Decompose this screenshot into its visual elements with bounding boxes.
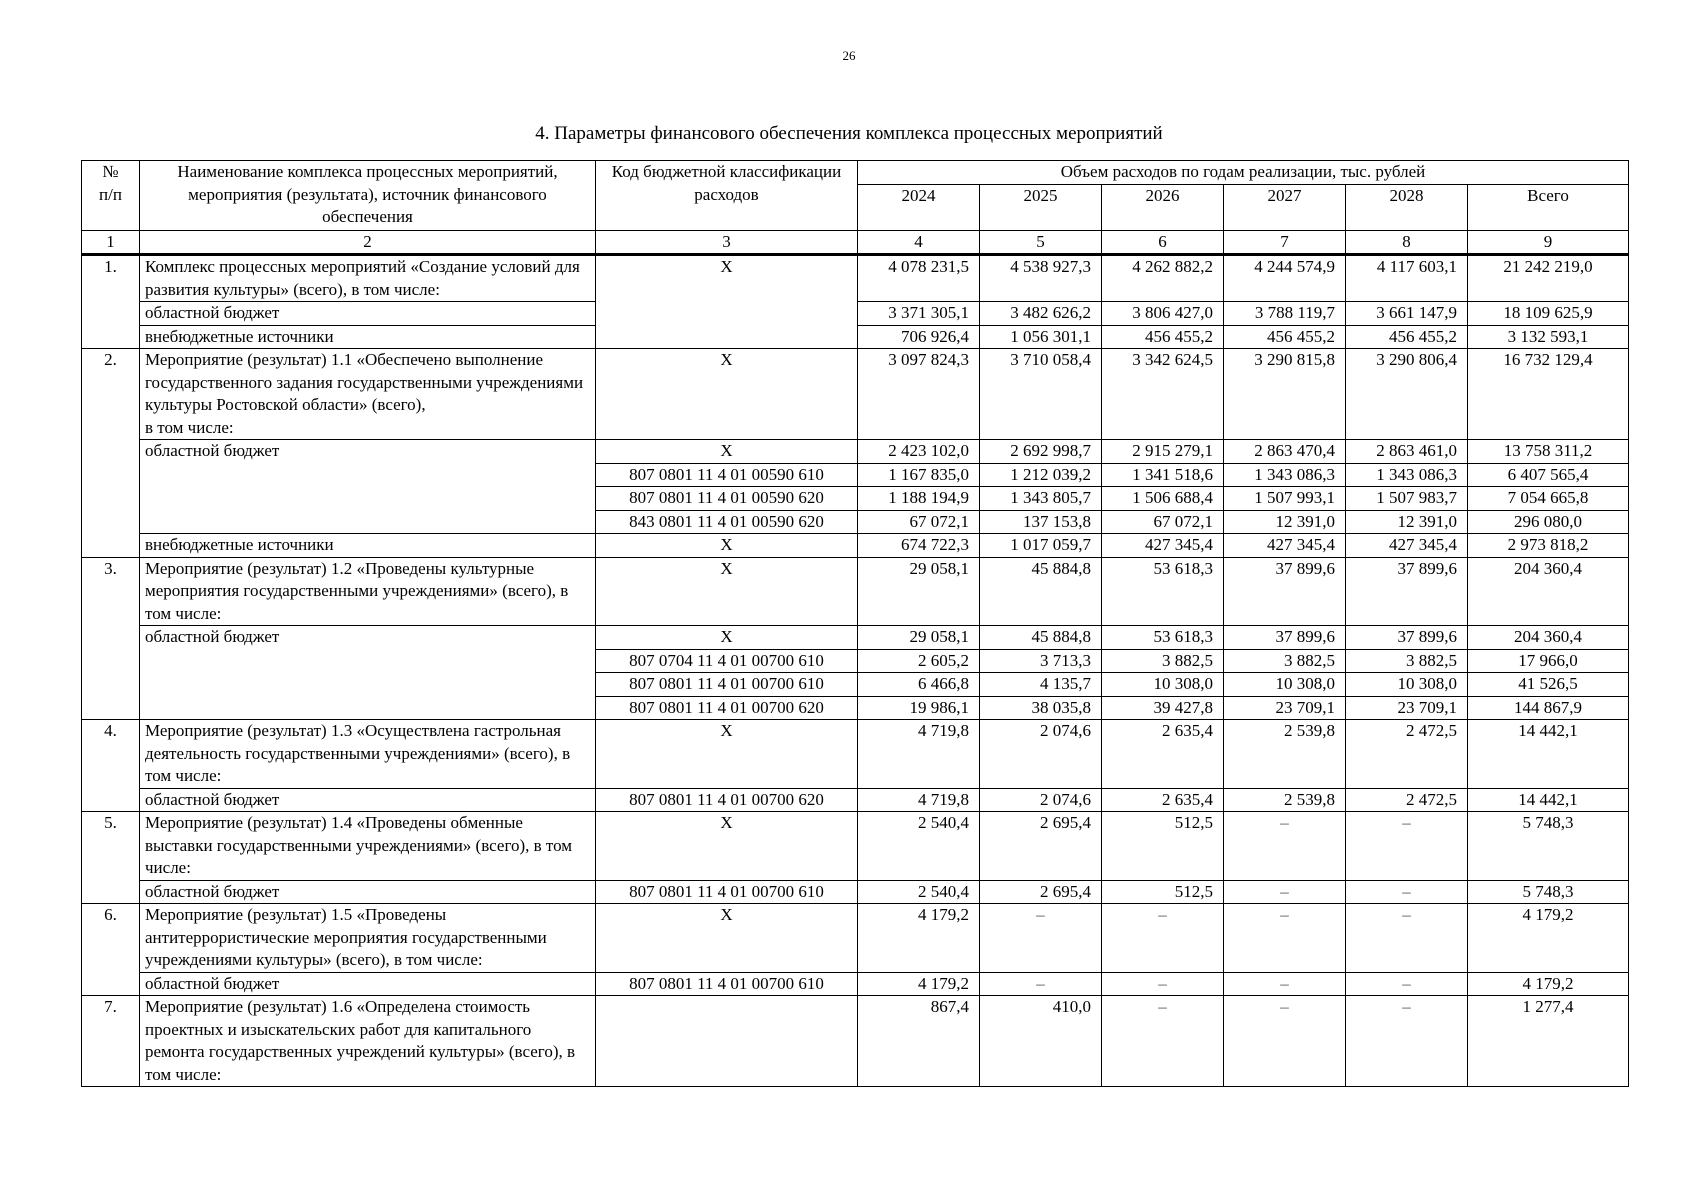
header-year-2024: 2024 [858,184,980,230]
value-2026: 67 072,1 [1102,510,1224,534]
value-2025: 2 074,6 [980,788,1102,812]
value-2028: 37 899,6 [1346,626,1468,650]
header-year-2025: 2025 [980,184,1102,230]
row-code: 807 0801 11 4 01 00700 620 [596,696,858,720]
row-code: Х [596,904,858,973]
value-2028: 37 899,6 [1346,557,1468,626]
value-2028: 456 455,2 [1346,325,1468,349]
value-2026: 39 427,8 [1102,696,1224,720]
value-2025: – [980,972,1102,996]
row-code [596,996,858,1087]
table-row [82,880,1629,904]
value-2027: – [1224,996,1346,1087]
value-total: 41 526,5 [1468,673,1629,697]
value-2027: 2 539,8 [1224,720,1346,789]
value-2026: 427 345,4 [1102,534,1224,558]
row-name: Мероприятие (результат) 1.6 «Определена стоимость проектных и изыскательских работ для капитального ремонта государственных учреждений культуры» (всего), в том числе: [140,996,596,1087]
value-2028: – [1346,880,1468,904]
row-code: Х [596,720,858,789]
value-2025: 2 695,4 [980,812,1102,881]
value-2026: 512,5 [1102,812,1224,881]
value-2024: 1 188 194,9 [858,487,980,511]
value-total: 7 054 665,8 [1468,487,1629,511]
value-2028: 10 308,0 [1346,673,1468,697]
value-total: 204 360,4 [1468,557,1629,626]
value-2028: – [1346,972,1468,996]
value-2026: 2 635,4 [1102,720,1224,789]
value-total: 204 360,4 [1468,626,1629,650]
row-name: Мероприятие (результат) 1.5 «Проведены антитеррористические мероприятия государственными учреждениями культуры» (всего), в том числе: [140,904,596,973]
value-2024: 4 179,2 [858,972,980,996]
value-2025: 137 153,8 [980,510,1102,534]
row-code: Х [596,626,858,650]
value-2025: 45 884,8 [980,557,1102,626]
row-name: Мероприятие (результат) 1.1 «Обеспечено выполнение государственного задания государственными учреждениями культуры Ростовской области» (всего), в том числе: [140,349,596,440]
value-2026: 53 618,3 [1102,557,1224,626]
table-row [82,440,1629,464]
value-2024: 4 078 231,5 [858,255,980,302]
row-code: Х [596,440,858,464]
value-2028: 3 661 147,9 [1346,302,1468,326]
value-2026: – [1102,996,1224,1087]
value-2025: 1 017 059,7 [980,534,1102,558]
row-name: Мероприятие (результат) 1.3 «Осуществлена гастрольная деятельность государственными учреждениями» (всего), в том числе: [140,720,596,789]
value-total: 14 442,1 [1468,788,1629,812]
value-2027: 1 343 086,3 [1224,463,1346,487]
table-row [82,349,1629,440]
value-2024: 1 167 835,0 [858,463,980,487]
row-code: 807 0801 11 4 01 00700 610 [596,972,858,996]
value-2028: 23 709,1 [1346,696,1468,720]
value-total: 5 748,3 [1468,880,1629,904]
header-year-2028: 2028 [1346,184,1468,230]
value-2024: 19 986,1 [858,696,980,720]
value-2027: 23 709,1 [1224,696,1346,720]
row-code: Х [596,534,858,558]
value-2027: 3 882,5 [1224,649,1346,673]
value-2025: 3 713,3 [980,649,1102,673]
row-code: Х [596,557,858,626]
value-2024: 2 605,2 [858,649,980,673]
table-row [82,904,1629,973]
value-2027: 456 455,2 [1224,325,1346,349]
value-2027: 10 308,0 [1224,673,1346,697]
value-2027: – [1224,880,1346,904]
value-total: 4 179,2 [1468,972,1629,996]
row-code: Х [596,812,858,881]
value-2024: 706 926,4 [858,325,980,349]
table-row [82,626,1629,650]
value-2024: 674 722,3 [858,534,980,558]
value-2024: 4 719,8 [858,720,980,789]
value-2027: 427 345,4 [1224,534,1346,558]
value-2025: 3 482 626,2 [980,302,1102,326]
value-2026: 2 915 279,1 [1102,440,1224,464]
value-2024: 4 179,2 [858,904,980,973]
table-row [82,534,1629,558]
value-2026: 4 262 882,2 [1102,255,1224,302]
value-2024: 6 466,8 [858,673,980,697]
value-total: 17 966,0 [1468,649,1629,673]
value-total: 18 109 625,9 [1468,302,1629,326]
value-2024: 2 540,4 [858,880,980,904]
value-2025: 1 056 301,1 [980,325,1102,349]
value-2025: 45 884,8 [980,626,1102,650]
row-number: 2. [82,349,140,558]
table-row [82,557,1629,626]
value-total: 6 407 565,4 [1468,463,1629,487]
table-row [82,255,1629,302]
header-code: Код бюджетной классификации расходов [596,161,858,231]
column-number: 3 [596,230,858,255]
value-2027: 2 539,8 [1224,788,1346,812]
row-name: Мероприятие (результат) 1.4 «Проведены обменные выставки государственными учреждениями» (всего), в том числе: [140,812,596,881]
value-2024: 2 423 102,0 [858,440,980,464]
value-2024: 3 097 824,3 [858,349,980,440]
value-2028: 1 343 086,3 [1346,463,1468,487]
value-2027: 3 788 119,7 [1224,302,1346,326]
value-total: 296 080,0 [1468,510,1629,534]
value-2024: 3 371 305,1 [858,302,980,326]
row-code: 807 0704 11 4 01 00700 610 [596,649,858,673]
header-num: № п/п [82,161,140,231]
row-code: Х [596,255,858,349]
row-code: Х [596,349,858,440]
value-2027: – [1224,812,1346,881]
value-total: 144 867,9 [1468,696,1629,720]
value-2026: 1 341 518,6 [1102,463,1224,487]
row-name: областной бюджет [140,626,596,720]
value-2026: 512,5 [1102,880,1224,904]
document-title: 4. Параметры финансового обеспечения комплекса процессных мероприятий [535,123,1163,144]
value-2028: 4 117 603,1 [1346,255,1468,302]
row-code: 807 0801 11 4 01 00590 620 [596,487,858,511]
value-2028: – [1346,996,1468,1087]
table-header-row [82,161,1629,185]
row-name: Мероприятие (результат) 1.2 «Проведены культурные мероприятия государственными учреждениями» (всего), в том числе: [140,557,596,626]
value-2027: 3 290 815,8 [1224,349,1346,440]
value-2026: 10 308,0 [1102,673,1224,697]
row-name: Комплекс процессных мероприятий «Создание условий для развития культуры» (всего), в том числе: [140,255,596,302]
value-2028: 12 391,0 [1346,510,1468,534]
value-2028: 2 472,5 [1346,788,1468,812]
row-name: внебюджетные источники [140,325,596,349]
column-number: 9 [1468,230,1629,255]
row-name: областной бюджет [140,440,596,534]
header-total: Всего [1468,184,1629,230]
value-2028: 427 345,4 [1346,534,1468,558]
column-number: 6 [1102,230,1224,255]
value-2024: 2 540,4 [858,812,980,881]
value-2025: 38 035,8 [980,696,1102,720]
value-2024: 4 719,8 [858,788,980,812]
value-2025: 410,0 [980,996,1102,1087]
row-code: 807 0801 11 4 01 00700 620 [596,788,858,812]
value-2026: – [1102,972,1224,996]
value-2025: 2 074,6 [980,720,1102,789]
value-2028: 3 290 806,4 [1346,349,1468,440]
value-2025: 2 692 998,7 [980,440,1102,464]
value-total: 4 179,2 [1468,904,1629,973]
value-2026: 2 635,4 [1102,788,1224,812]
value-total: 21 242 219,0 [1468,255,1629,302]
row-name: областной бюджет [140,972,596,996]
row-name: областной бюджет [140,302,596,326]
value-2028: 1 507 983,7 [1346,487,1468,511]
value-2026: 1 506 688,4 [1102,487,1224,511]
column-number: 5 [980,230,1102,255]
table-row [82,972,1629,996]
value-2028: – [1346,904,1468,973]
value-2025: 2 695,4 [980,880,1102,904]
value-2026: 3 882,5 [1102,649,1224,673]
row-code: 843 0801 11 4 01 00590 620 [596,510,858,534]
column-number: 1 [82,230,140,255]
value-2027: 12 391,0 [1224,510,1346,534]
value-2025: – [980,904,1102,973]
row-number: 5. [82,812,140,904]
value-total: 5 748,3 [1468,812,1629,881]
table-row [82,720,1629,789]
row-name: областной бюджет [140,880,596,904]
value-total: 1 277,4 [1468,996,1629,1087]
row-code: 807 0801 11 4 01 00700 610 [596,673,858,697]
row-number: 1. [82,255,140,349]
row-code: 807 0801 11 4 01 00590 610 [596,463,858,487]
column-number: 2 [140,230,596,255]
value-2026: 3 342 624,5 [1102,349,1224,440]
value-2028: 2 472,5 [1346,720,1468,789]
header-name: Наименование комплекса процессных мероприятий, мероприятия (результата), источник финансового обеспечения [140,161,596,231]
row-name: областной бюджет [140,788,596,812]
value-total: 13 758 311,2 [1468,440,1629,464]
value-2027: – [1224,972,1346,996]
value-2025: 1 212 039,2 [980,463,1102,487]
column-number: 7 [1224,230,1346,255]
value-2027: 4 244 574,9 [1224,255,1346,302]
column-numbers-row [82,230,1629,255]
value-2027: – [1224,904,1346,973]
header-volume: Объем расходов по годам реализации, тыс. рублей [858,161,1629,185]
table-row [82,788,1629,812]
table-row [82,996,1629,1087]
value-2027: 37 899,6 [1224,557,1346,626]
row-number: 6. [82,904,140,996]
column-number: 4 [858,230,980,255]
value-2028: 2 863 461,0 [1346,440,1468,464]
header-year-2027: 2027 [1224,184,1346,230]
column-number: 8 [1346,230,1468,255]
value-2025: 4 538 927,3 [980,255,1102,302]
value-2028: – [1346,812,1468,881]
value-2026: 53 618,3 [1102,626,1224,650]
value-2027: 2 863 470,4 [1224,440,1346,464]
value-2025: 3 710 058,4 [980,349,1102,440]
row-code: 807 0801 11 4 01 00700 610 [596,880,858,904]
value-2027: 1 507 993,1 [1224,487,1346,511]
value-total: 14 442,1 [1468,720,1629,789]
value-2026: – [1102,904,1224,973]
value-2025: 4 135,7 [980,673,1102,697]
value-total: 3 132 593,1 [1468,325,1629,349]
value-2024: 867,4 [858,996,980,1087]
value-2027: 37 899,6 [1224,626,1346,650]
row-number: 7. [82,996,140,1087]
value-2024: 67 072,1 [858,510,980,534]
value-2024: 29 058,1 [858,626,980,650]
value-2024: 29 058,1 [858,557,980,626]
row-number: 4. [82,720,140,812]
value-2025: 1 343 805,7 [980,487,1102,511]
financing-table [81,160,1629,1087]
row-name: внебюджетные источники [140,534,596,558]
value-total: 16 732 129,4 [1468,349,1629,440]
table-row [82,812,1629,881]
page-number: 26 [842,48,856,63]
value-2028: 3 882,5 [1346,649,1468,673]
row-number: 3. [82,557,140,720]
value-2026: 456 455,2 [1102,325,1224,349]
value-total: 2 973 818,2 [1468,534,1629,558]
value-2026: 3 806 427,0 [1102,302,1224,326]
header-year-2026: 2026 [1102,184,1224,230]
